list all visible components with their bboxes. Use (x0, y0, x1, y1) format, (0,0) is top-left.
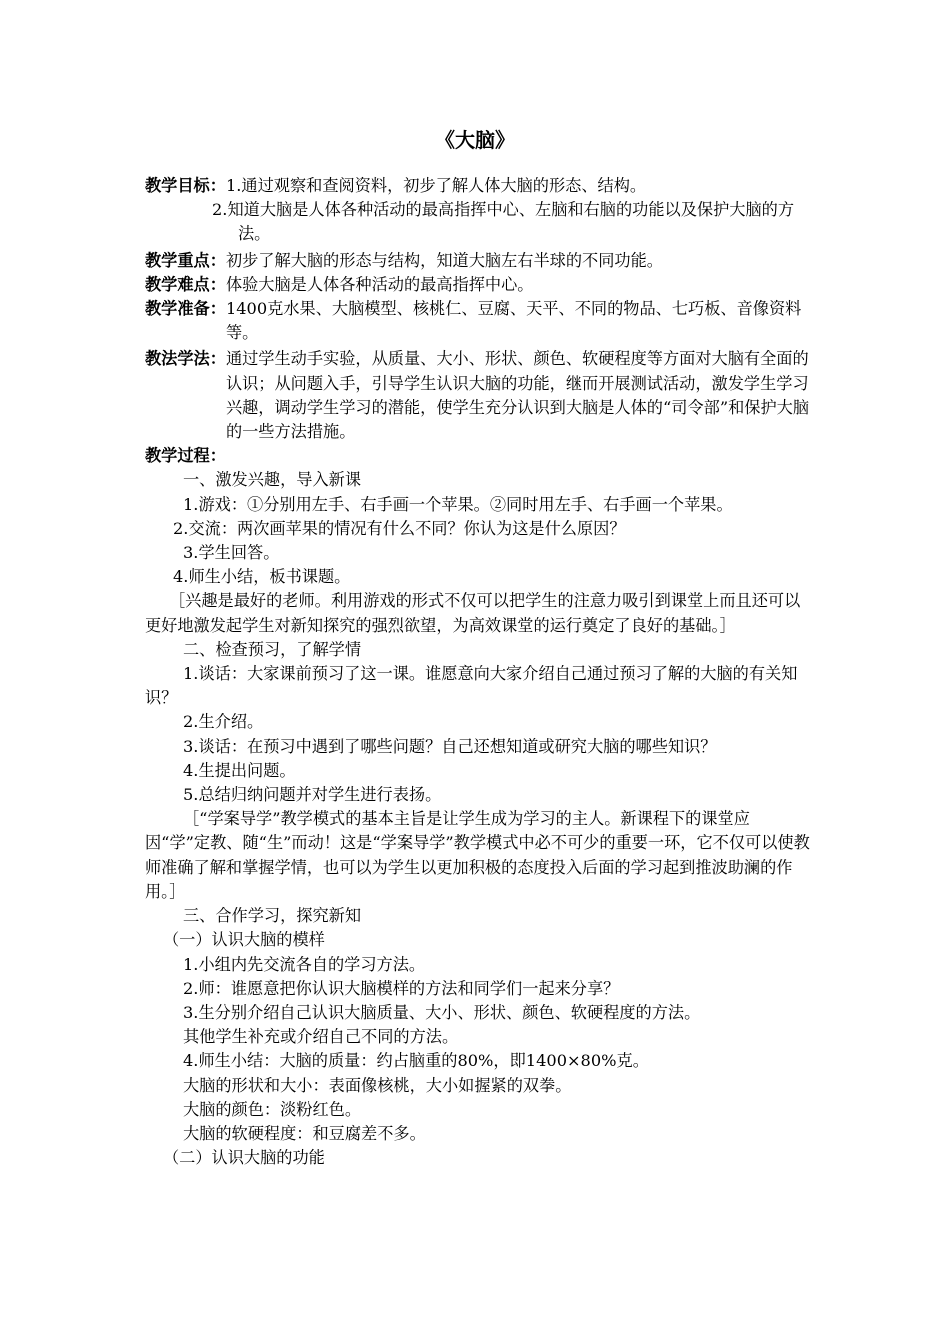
objectives-item-1: 1.通过观察和查阅资料，初步了解人体大脑的形态、结构。 (225, 176, 647, 195)
section-3-item-3: 3.生分别介绍自己认识大脑质量、大小、形状、颜色、软硬程度的方法。 (183, 1002, 701, 1022)
section-2-heading: 二、检查预习，了解学情 (183, 639, 362, 659)
section-3-item-4b: 大脑的形状和大小：表面像核桃，大小如握紧的双拳。 (183, 1075, 572, 1095)
section-1-note: ［兴趣是最好的老师。利用游戏的形式不仅可以把学生的注意力吸引到课堂上而且还可以更好地激发起学生对新知探究的强烈欲望，为高效课堂的运行奠定了良好的基础。］ (145, 591, 801, 635)
document-title: 《大脑》 (435, 128, 515, 152)
methods-row (145, 347, 813, 444)
section-3-sub-1: （一）认识大脑的模样 (163, 930, 325, 950)
preparation-label: 教学准备： (145, 299, 226, 319)
section-1-item-4: 4.师生小结，板书课题。 (173, 567, 351, 587)
section-3-item-1: 1.小组内先交流各自的学习方法。 (183, 954, 426, 974)
section-2-item-4: 4.生提出问题。 (183, 760, 296, 780)
key-point-text: 初步了解大脑的形态与结构，知道大脑左右半球的不同功能。 (225, 250, 663, 270)
process-label: 教学过程： (145, 446, 226, 466)
section-2-item-5: 5.总结归纳问题并对学生进行表扬。 (183, 785, 442, 805)
section-2-item-1: 1.谈话：大家课前预习了这一课。谁愿意向大家介绍自己通过预习了解的大脑的有关知识？ (145, 664, 798, 708)
section-3-item-4d: 大脑的软硬程度：和豆腐差不多。 (183, 1123, 426, 1143)
section-3-item-3b: 其他学生补充或介绍自己不同的方法。 (183, 1027, 459, 1047)
section-2-note: ［“学案导学”教学模式的基本主旨是让学生成为学习的主人。新课程下的课堂应因“学”定教、随“生”而动！这是“学案导学”教学模式中必不可少的重要一环，它不仅可以使教师准确了解和掌握学情，也可以为学生以更加积极的态度投入后面的学习起到推波助澜的作用。］ (145, 809, 810, 901)
objectives-row (145, 174, 813, 198)
process-row (145, 444, 813, 468)
section-1-item-1: 1.游戏：①分别用左手、右手画一个苹果。②同时用左手、右手画一个苹果。 (183, 494, 733, 514)
key-point-row (145, 249, 813, 273)
objectives-label: 教学目标： (145, 176, 226, 195)
methods-label: 教法学法： (145, 349, 226, 369)
methods-text: 通过学生动手实验，从质量、大小、形状、颜色、软硬程度等方面对大脑有全面的认识；从问题入手，引导学生认识大脑的功能，继而开展测试活动，激发学生学习兴趣，调动学生学习的潜能，使学生充分认识到大脑是人体的“司令部”和保护大脑的一些方法措施。 (225, 349, 810, 442)
lesson-plan-body (145, 174, 813, 1170)
objectives-item-2: 2.知道大脑是人体各种活动的最高指挥中心、左脑和右脑的功能以及保护大脑的方法。 (212, 200, 795, 244)
section-3-item-4: 4.师生小结：大脑的质量：约占脑重的80%，即1400×80%克。 (183, 1051, 649, 1071)
section-3-item-2: 2.师：谁愿意把你认识大脑模样的方法和同学们一起来分享？ (183, 978, 620, 998)
section-2-item-3: 3.谈话：在预习中遇到了哪些问题？自己还想知道或研究大脑的哪些知识？ (183, 736, 717, 756)
section-2-item-2: 2.生介绍。 (183, 712, 264, 732)
difficulty-label: 教学难点： (145, 274, 226, 294)
section-1-heading: 一、激发兴趣，导入新课 (183, 470, 362, 490)
difficulty-row (145, 273, 813, 297)
difficulty-text: 体验大脑是人体各种活动的最高指挥中心。 (225, 274, 534, 294)
section-3-item-4c: 大脑的颜色：淡粉红色。 (183, 1099, 362, 1119)
section-3-heading: 三、合作学习，探究新知 (183, 906, 362, 926)
section-1-item-3: 3.学生回答。 (183, 543, 280, 563)
preparation-text: 1400克水果、大脑模型、核桃仁、豆腐、天平、不同的物品、七巧板、音像资料等。 (225, 299, 802, 343)
key-point-label: 教学重点： (145, 250, 226, 270)
preparation-row (145, 297, 813, 345)
section-3-sub-2: （二）认识大脑的功能 (163, 1148, 325, 1168)
section-1-item-2: 2.交流：两次画苹果的情况有什么不同？你认为这是什么原因？ (173, 518, 626, 538)
